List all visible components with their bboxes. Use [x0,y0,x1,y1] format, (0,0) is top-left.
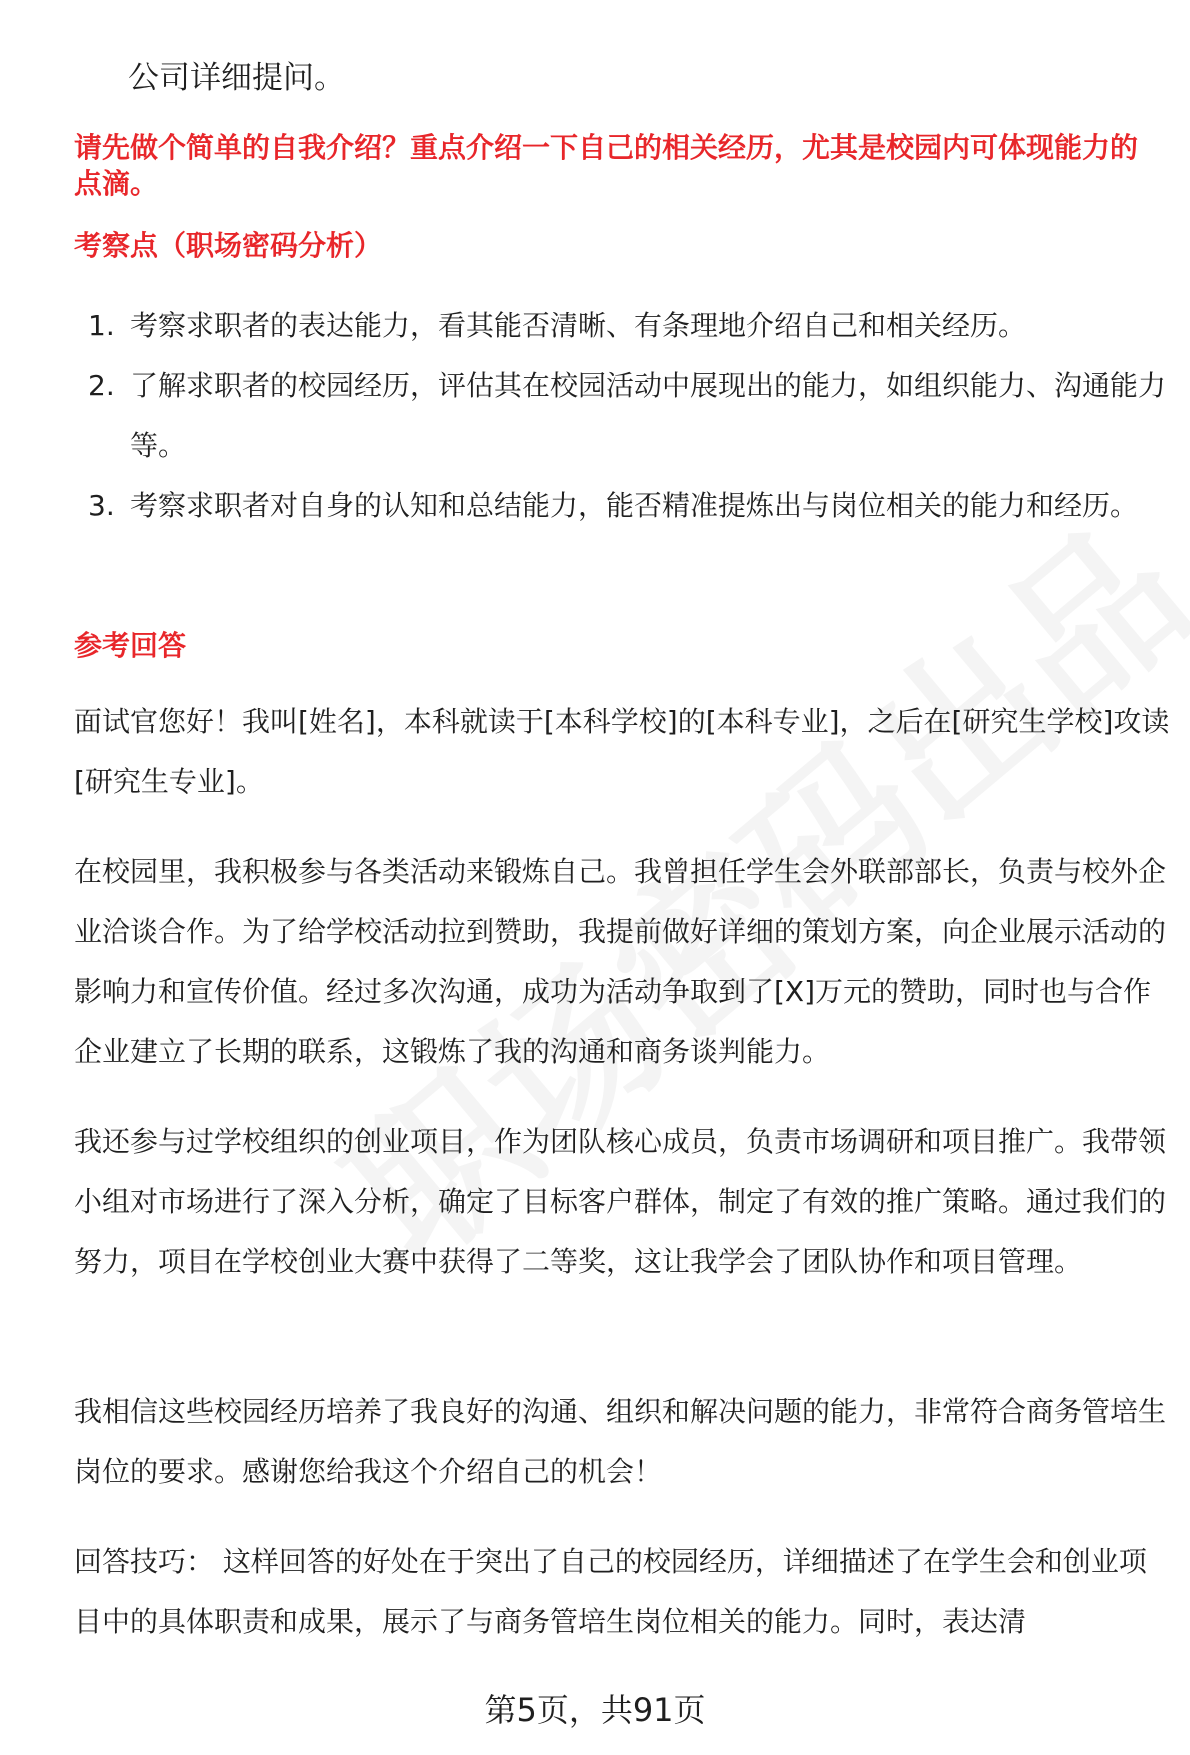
list-text: 了解求职者的校园经历，评估其在校园活动中展现出的能力，如组织能力、沟通能力等。 [130,369,1167,462]
list-item [74,296,1174,356]
list-item [74,476,1174,536]
list-number: 1. [88,309,115,342]
answer-paragraph: 在校园里，我积极参与各类活动来锻炼自己。我曾担任学生会外联部部长，负责与校外企业洽谈合作。为了给学校活动拉到赞助，我提前做好详细的策划方案，向企业展示活动的影响力和宣传价值。经过多次沟通，成功为活动争取到了[X]万元的赞助，同时也与合作企业建立了长期的联系，这锻炼了我的沟通和商务谈判能力。 [74,855,1167,1068]
list-number: 3. [88,489,115,522]
list-item [74,356,1174,476]
answer-paragraph: 我相信这些校园经历培养了我良好的沟通、组织和解决问题的能力，非常符合商务管培生岗位的要求。感谢您给我这个介绍自己的机会！ [74,1395,1167,1488]
intro-text: 公司详细提问。 [128,60,345,96]
question-title: 请先做个简单的自我介绍？重点介绍一下自己的相关经历，尤其是校园内可体现能力的点滴。 [74,131,1139,200]
answer-heading: 参考回答 [74,629,187,662]
points-heading: 考察点（职场密码分析） [74,229,383,262]
points-list [74,296,1174,536]
page-number: 第5页，共91页 [484,1691,706,1729]
answer-paragraph: 面试官您好！我叫[姓名]，本科就读于[本科学校]的[本科专业]，之后在[研究生学校]攻读[研究生专业]。 [74,705,1170,798]
list-text: 考察求职者对自身的认知和总结能力，能否精准提炼出与岗位相关的能力和经历。 [130,489,1139,522]
list-number: 2. [88,369,115,402]
tip-paragraph: 回答技巧： 这样回答的好处在于突出了自己的校园经历，详细描述了在学生会和创业项目中的具体职责和成果，展示了与商务管培生岗位相关的能力。同时，表达清 [74,1545,1147,1638]
list-text: 考察求职者的表达能力，看其能否清晰、有条理地介绍自己和相关经历。 [130,309,1027,342]
answer-paragraph: 我还参与过学校组织的创业项目，作为团队核心成员，负责市场调研和项目推广。我带领小组对市场进行了深入分析，确定了目标客户群体，制定了有效的推广策略。通过我们的努力，项目在学校创业大赛中获得了二等奖，这让我学会了团队协作和项目管理。 [74,1125,1167,1278]
